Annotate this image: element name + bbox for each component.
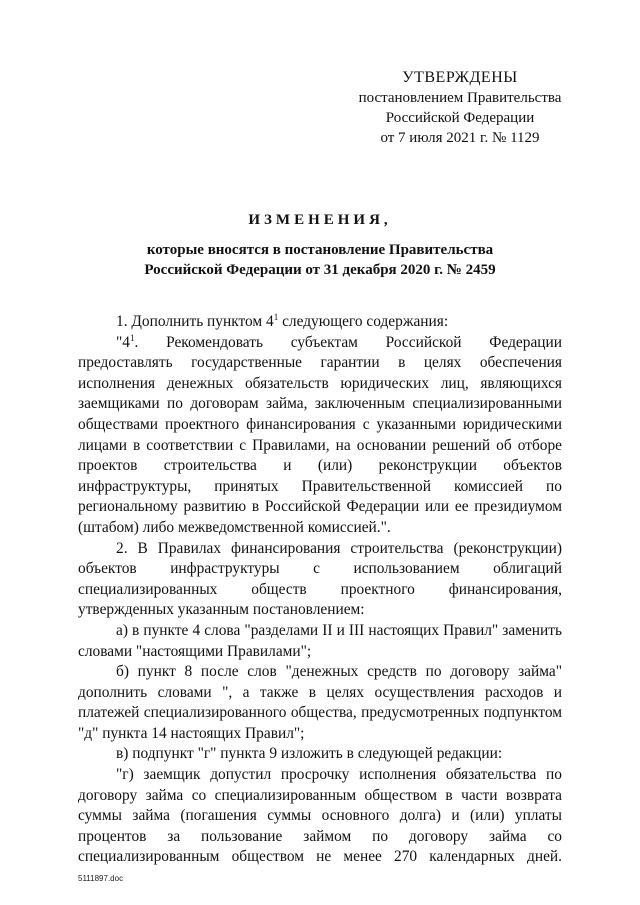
approval-line-2: Российской Федерации [385,110,535,126]
subtitle-line-2: Российской Федерации от 31 декабря 2020 г. № 2459 [144,262,496,278]
document-subtitle [120,240,520,280]
approval-line-1: постановлением Правительства [358,90,562,106]
document-title: ИЗМЕНЕНИЯ, [248,212,392,228]
paragraph-4: а) в пункте 4 слова "разделами II и III настоящих Правил" заменить словами "настоящими Правилами"; [78,621,562,660]
paragraph-2-text-b: . Рекомендовать субъектам Российской Федерации предоставлять государственные гарантии в целях обеспечения исполнения денежных обязательств юридических лиц, являющихся заемщиками по договорам займа, заключенным специализированными обществами проектного финансирования с указанными юридическими лицами в соответствии с Правилами, на основании решений об отборе проектов строительства и (или) реконструкции объектов инфраструктуры, принятых Правительственной комиссией по региональному развитию в Российской Федерации или ее президиумом (штабом) либо межведомственной комиссией.". [78,333,562,536]
paragraph-2-superscript: 1 [129,332,135,343]
document-body [78,312,562,868]
paragraph-1-text-b: следующего содержания: [278,313,449,330]
paragraph-1 [78,312,562,333]
subtitle-line-1: которые вносятся в постановление Правительства [146,242,494,258]
approval-heading: УТВЕРЖДЕНЫ [402,69,518,86]
approval-line-3: от 7 июля 2021 г. № 1129 [380,130,540,146]
paragraph-6: в) подпункт "г" пункта 9 изложить в следующей редакции: [116,745,503,763]
approval-block [340,68,580,148]
paragraph-2-text-a: "4 [116,333,130,351]
footer-file-name: 5111897.doc [78,874,124,883]
paragraph-1-text-a: 1. Дополнить пунктом 4 [116,313,274,330]
paragraph-3: 2. В Правилах финансирования строительства (реконструкции) объектов инфраструктуры с использованием облигаций специализированных обществ проектного финансирования, утвержденных указанным постановлением: [78,539,562,619]
paragraph-7: "г) заемщик допустил просрочку исполнения обязательства по договору займа со специализированным обществом в части возврата суммы займа (погашения суммы основного долга) и (или) уплаты процентов за пользование займом по договору займа со специализированным обществом не менее 270 календарных дней. [78,766,562,866]
paragraph-5: б) пункт 8 после слов "денежных средств по договору займа" дополнить словами ", а также в целях осуществления расходов и платежей специализированного общества, предусмотренных подпунктом "д" пункта 14 настоящих Правил"; [78,663,562,742]
paragraph-1-superscript: 1 [273,312,279,322]
paragraph-2 [78,333,562,539]
